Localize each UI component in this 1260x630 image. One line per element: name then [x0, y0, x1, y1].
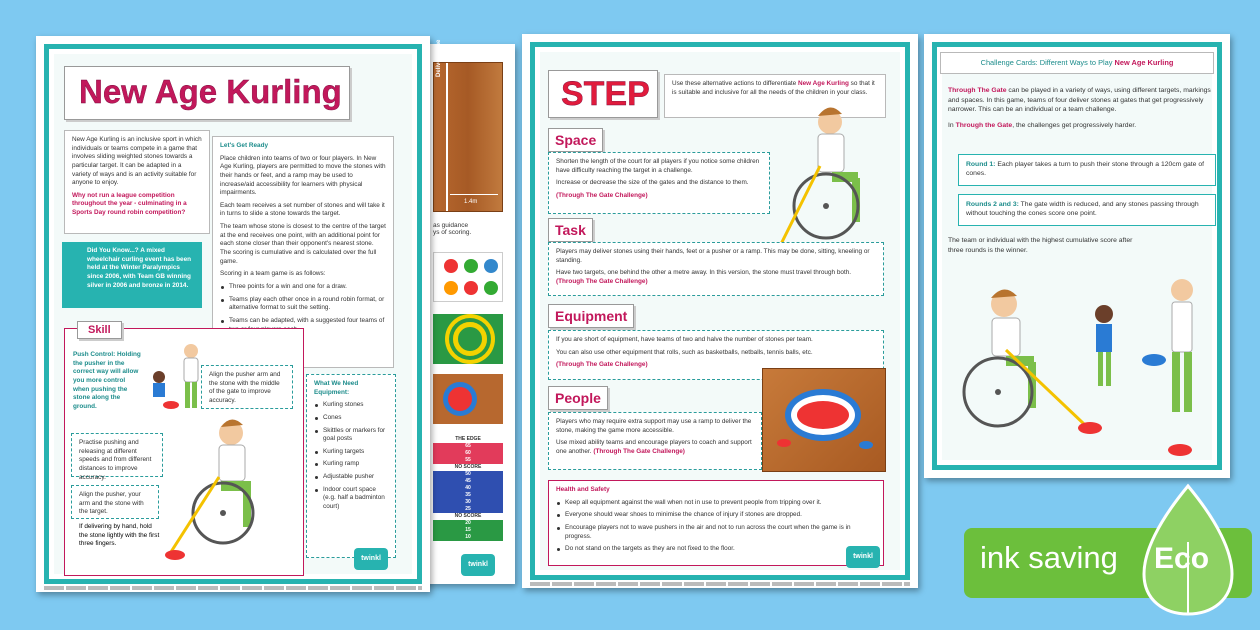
get-ready-text: The team whose stone is closest to the centre of the target at the end receives one point, with an additional point for each stone closer than their opponent's nearest stone. The scoring is cumulative and is calculated over the full game. [220, 223, 386, 265]
title-box [64, 66, 350, 120]
footer-text [530, 582, 910, 586]
score-cell: 20 [433, 520, 503, 527]
page-step [522, 34, 918, 588]
get-ready-text: Each team receives a set number of stones and will take it in turns to slide a stone towards the target. [220, 201, 385, 218]
skill-panel [64, 324, 304, 576]
court-image [433, 39, 503, 212]
no-score-label: NO SCORE [433, 464, 503, 471]
twinkl-logo: twinkl [461, 554, 495, 576]
health-safety-box [548, 480, 884, 566]
list-item: Encourage players not to wave pushers in the air and not to run across the court when the game is in progress. [556, 524, 876, 541]
footer-text [44, 586, 422, 590]
align-target-tip: Align the pusher, your arm and the stone with the target. [71, 485, 159, 519]
score-cell: 25 [433, 506, 503, 513]
align-gate-tip: Align the pusher arm and the stone with the middle of the gate to improve accuracy. [201, 365, 293, 409]
page-new-age-kurling [36, 36, 430, 592]
curling-target-image [762, 368, 886, 472]
round-label: Rounds 2 and 3: [966, 201, 1019, 208]
eco-label: Eco [1154, 542, 1210, 575]
ways-label: ys of scoring. [433, 229, 472, 236]
score-cell: 10 [433, 534, 503, 541]
skill-tag: Skill [77, 321, 122, 339]
equipment-heading: What We Need Equipment: [314, 380, 359, 396]
list-item: Do not stand on the targets as they are not fixed to the floor. [556, 545, 876, 554]
score-cell: 65 [433, 443, 503, 450]
practise-tip: Practise pushing and releasing at different speeds and from different distances to improve accuracy. [71, 433, 163, 477]
get-ready-heading: Let's Get Ready [220, 142, 269, 149]
round-label: Round 1: [966, 161, 996, 168]
list-item: Skittles or markers for goal posts [314, 427, 388, 444]
task-text: Players may deliver stones using their hands, feet or a pusher or a ramp. This may be done, sitting, kneeling or standing. [556, 248, 870, 264]
equipment-box [306, 374, 396, 558]
hand-tip: If delivering by hand, hold the stone lightly with the first three fingers. [79, 523, 160, 548]
header-text: Challenge Cards: Different Ways to Play [980, 58, 1115, 67]
list-item: Cones [314, 414, 388, 423]
gate-challenge-label: (Through The Gate Challenge) [556, 191, 648, 199]
challenge-intro [948, 86, 1212, 130]
green-target-image [433, 314, 503, 364]
push-control-text: Push Control: Holding the pusher in the correct way will allow you more control when pushing the stone along the ground. [73, 351, 141, 410]
back-sheet [415, 39, 515, 584]
score-cell: 40 [433, 485, 503, 492]
no-score-label: NO SCORE [433, 513, 503, 520]
wheelchair-player-figure [772, 100, 892, 260]
people-text: Use mixed ability teams and encourage players to coach and support one another. [556, 439, 752, 455]
edge-label: THE EDGE [433, 436, 503, 443]
intro-text: , the challenges get progressively harder. [1012, 121, 1137, 129]
page-challenge-cards [924, 34, 1230, 478]
space-box [548, 152, 770, 214]
equipment-text: If you are short of equipment, have teams of two and halve the number of stones per team. [556, 336, 813, 343]
challenge-header [940, 52, 1214, 74]
intro-text: New Age Kurling is an inclusive sport in which individuals or teams compete in a game that involves sliding weighted stones towards a particular target. It can be adapted in a variety of ways and is an activity suitable for anyone to enjoy. [72, 136, 202, 187]
list-item: Keep all equipment against the wall when not in use to prevent people from tripping over it. [556, 499, 876, 508]
score-cell: 50 [433, 471, 503, 478]
intro-text: so that it is suitable and inclusive for all the needs of the children in your class. [672, 80, 875, 96]
round-1-box [958, 154, 1216, 186]
list-item: Everyone should wear shoes to minimise the chance of injury if stones are dropped. [556, 511, 876, 520]
gate-challenge-label: (Through The Gate Challenge) [593, 447, 685, 455]
score-table [433, 436, 503, 541]
delivery-line-label: Delivery Line [436, 39, 442, 77]
intro-text: Use these alternative actions to differentiate [672, 80, 798, 87]
task-text: Have two targets, one behind the other a metre away. In this version, the stone must travel through both. [556, 269, 852, 277]
space-text: Shorten the length of the court for all players if you notice some children have difficulty reaching the target in a challenge. [556, 158, 760, 174]
intro-text: can be played in a variety of ways, using different targets, markings and spaces. In this game, teams of four deliver stones at gates that get progressively narrower. This can be an individual or a team challenge. [948, 87, 1211, 114]
get-ready-text: Scoring in a team game is as follows: [220, 270, 326, 278]
task-tag: Task [548, 218, 593, 242]
guidance-label: as guidance [433, 222, 469, 229]
wheelchair-player-figure [165, 415, 295, 565]
equipment-tag: Equipment [548, 304, 634, 328]
twinkl-logo: twinkl [846, 546, 880, 568]
intro-highlight: Through The Gate [948, 87, 1007, 94]
score-cell: 60 [433, 450, 503, 457]
health-safety-list [556, 499, 876, 554]
list-item: Kurling stones [314, 401, 388, 410]
space-text: Increase or decrease the size of the gates and the distance to them. [556, 179, 749, 187]
list-item: Kurling targets [314, 448, 388, 457]
guidance-text [433, 222, 503, 236]
players-illustration [944, 274, 1220, 464]
gate-challenge-label: (Through The Gate Challenge) [556, 361, 648, 369]
intro-highlight: Through the Gate [955, 121, 1013, 129]
ring-target-image [433, 374, 503, 424]
health-safety-heading: Health and Safety [556, 486, 610, 493]
intro-box [64, 130, 210, 234]
score-cell: 55 [433, 457, 503, 464]
list-item: Teams can be adapted, with a suggested four teams of [220, 317, 386, 334]
score-cell: 45 [433, 478, 503, 485]
gate-challenge-label: (Through The Gate Challenge) [556, 277, 648, 285]
list-item: Adjustable pusher [314, 473, 388, 482]
did-you-know-box [62, 242, 202, 308]
round-text: The gate width is reduced, and any stones passing through without touching the cones score one point. [966, 201, 1199, 218]
did-you-know-text: Did You Know...? A mixed wheelchair curling event has been held at the Winter Paralympics since 2006, with Team GB winning silver in 2006 and bronze in 2014. [87, 247, 192, 289]
page-title: New Age Kurling [79, 73, 342, 110]
people-text: Players who may require extra support may use a ramp to deliver the stone, making the game more accessible. [556, 418, 752, 434]
get-ready-text: Place children into teams of two or four players. In New Age Kurling, players are permitted to move the stones with their hands or feet, and a ramp may be used to increase/aid accessibility for learners with physical impairments. [220, 154, 386, 197]
list-item: Kurling ramp [314, 460, 388, 469]
twinkl-logo: twinkl [354, 548, 388, 570]
step-title-box [548, 70, 658, 118]
list-item: Three points for a win and one for a draw. [220, 283, 386, 292]
scoring-list [220, 283, 386, 334]
task-box [548, 242, 884, 296]
list-item: Teams play each other once in a round robin format, or alternative format to suit the setting. [220, 296, 386, 313]
intro-highlight: New Age Kurling [798, 80, 849, 87]
winner-text: The team or individual with the highest cumulative score after three rounds is the winner. [948, 237, 1133, 254]
league-text: Why not run a league competition throughout the year - culminating in a Sports Day round robin competition? [72, 191, 187, 217]
header-highlight: New Age Kurling [1114, 58, 1174, 67]
score-cell: 15 [433, 527, 503, 534]
list-item: Indoor court space (e.g. half a badminton court) [314, 486, 388, 512]
equipment-list [314, 401, 388, 511]
people-tag: People [548, 386, 608, 410]
intro-text: In [948, 121, 956, 129]
equipment-text: You can also use other equipment that rolls, such as basketballs, netballs, tennis balls, etc. [556, 348, 813, 356]
score-cell: 30 [433, 499, 503, 506]
people-box [548, 412, 762, 470]
round-2-3-box [958, 194, 1216, 226]
distance-label: 1.4m [464, 199, 478, 205]
score-cell: 35 [433, 492, 503, 499]
space-tag: Space [548, 128, 603, 152]
round-text: Each player takes a turn to push their stone through a 120cm gate of cones. [966, 161, 1205, 178]
ball-target-image [433, 252, 503, 302]
ink-saving-label: ink saving [980, 540, 1118, 575]
page-title: STEP [561, 75, 650, 113]
